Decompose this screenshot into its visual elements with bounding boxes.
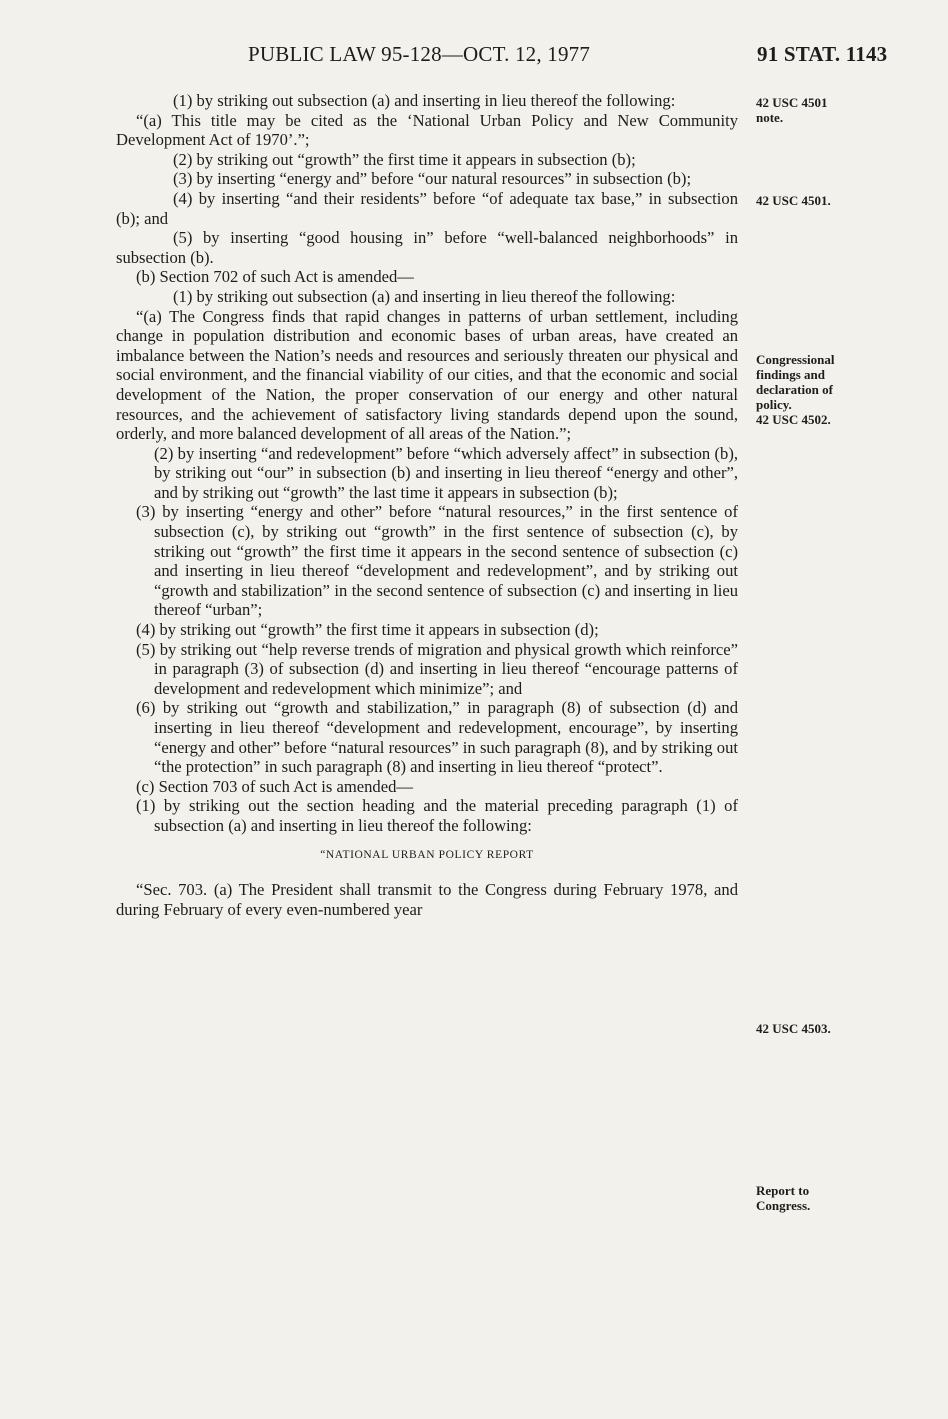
margin-note: 42 USC 4501. (756, 193, 831, 208)
paragraph: (2) by inserting “and redevelopment” before “which adversely affect” in subsection (b), by striking out “our” in subsection (b) and inserting in lieu thereof “energy and other”, and by striking out “growth” the last time it appears in subsection (b); (154, 443, 738, 502)
margin-note: 42 USC 4502. (756, 412, 831, 427)
paragraph: (4) by striking out “growth” the first time it appears in subsection (d); (136, 620, 599, 640)
paragraph: (3) by inserting “energy and” before “our natural resources” in subsection (b); (173, 169, 692, 189)
margin-note: 42 USC 4503. (756, 1021, 831, 1036)
paragraph: (4) by inserting “and their residents” before “of adequate tax base,” in subsection (b); and (116, 188, 738, 228)
margin-note: Congressional findings and declaration of policy. (756, 352, 835, 412)
paragraph: (1) by striking out subsection (a) and inserting in lieu thereof the following: (173, 91, 676, 110)
body-text (116, 91, 738, 919)
paragraph: (3) by inserting “energy and other” before “natural resources,” in the first sentence of subsection (c), by striking out “growth” in the first sentence of subsection (c), by striking out “growth” the first time it appears in the second sentence of subsection (c) and inserting in lieu thereof “development and redevelopment”, and by striking out “growth and stabilization” in the second sentence of subsection (c) and inserting in lieu thereof “urban”; (136, 502, 738, 620)
paragraph: (1) by striking out the section heading and the material preceding paragraph (1) of subsection (a) and inserting in lieu thereof the following: (136, 796, 738, 835)
paragraph: (6) by striking out “growth and stabilization,” in paragraph (8) of subsection (d) and inserting in lieu thereof “development and redevelopment, encourage”, by inserting “energy and other” before “natural resources” in such paragraph (8), and by striking out “the protection” in such paragraph (8) and inserting in lieu thereof “protect”. (136, 698, 738, 777)
paragraph: (b) Section 702 of such Act is amended— (136, 267, 414, 287)
paragraph: (c) Section 703 of such Act is amended— (136, 776, 413, 796)
paragraph: “(a) This title may be cited as the ‘National Urban Policy and New Community Development Act of 1970’.”; (116, 110, 738, 150)
paragraph: (5) by inserting “good housing in” before “well-balanced neighborhoods” in subsection (b). (116, 228, 738, 267)
paragraph: “Sec. 703. (a) The President shall transmit to the Congress during February 1978, and during February of every even-numbered year (116, 880, 738, 919)
law-title: PUBLIC LAW 95-128—OCT. 12, 1977 (248, 42, 591, 66)
page-header (0, 42, 948, 72)
section-heading: “NATIONAL URBAN POLICY REPORT (320, 848, 534, 861)
paragraph: (1) by striking out subsection (a) and inserting in lieu thereof the following: (173, 286, 676, 306)
paragraph: “(a) The Congress finds that rapid changes in patterns of urban settlement, including change in population distribution and economic bases of urban areas, have created an imbalance between the Nation’s needs and resources and seriously threaten our physical and social environment, and the financial viability of our cities, and that the economic and social development of the Nation, the proper conservation of our energy and other natural resources, and the achievement of satisfactory living standards depend upon the sound, orderly, and more balanced development of all areas of the Nation.”; (116, 306, 738, 444)
paragraph: (2) by striking out “growth” the first time it appears in subsection (b); (173, 149, 636, 169)
paragraph: (5) by striking out “help reverse trends of migration and physical growth which reinforce” in paragraph (3) of subsection (d) and inserting in lieu thereof “encourage patterns of development and redevelopment which minimize”; and (136, 639, 738, 698)
margin-note: 42 USC 4501 note. (756, 95, 828, 125)
margin-note: Report to Congress. (756, 1183, 811, 1213)
statute-citation: 91 STAT. 1143 (757, 42, 888, 66)
